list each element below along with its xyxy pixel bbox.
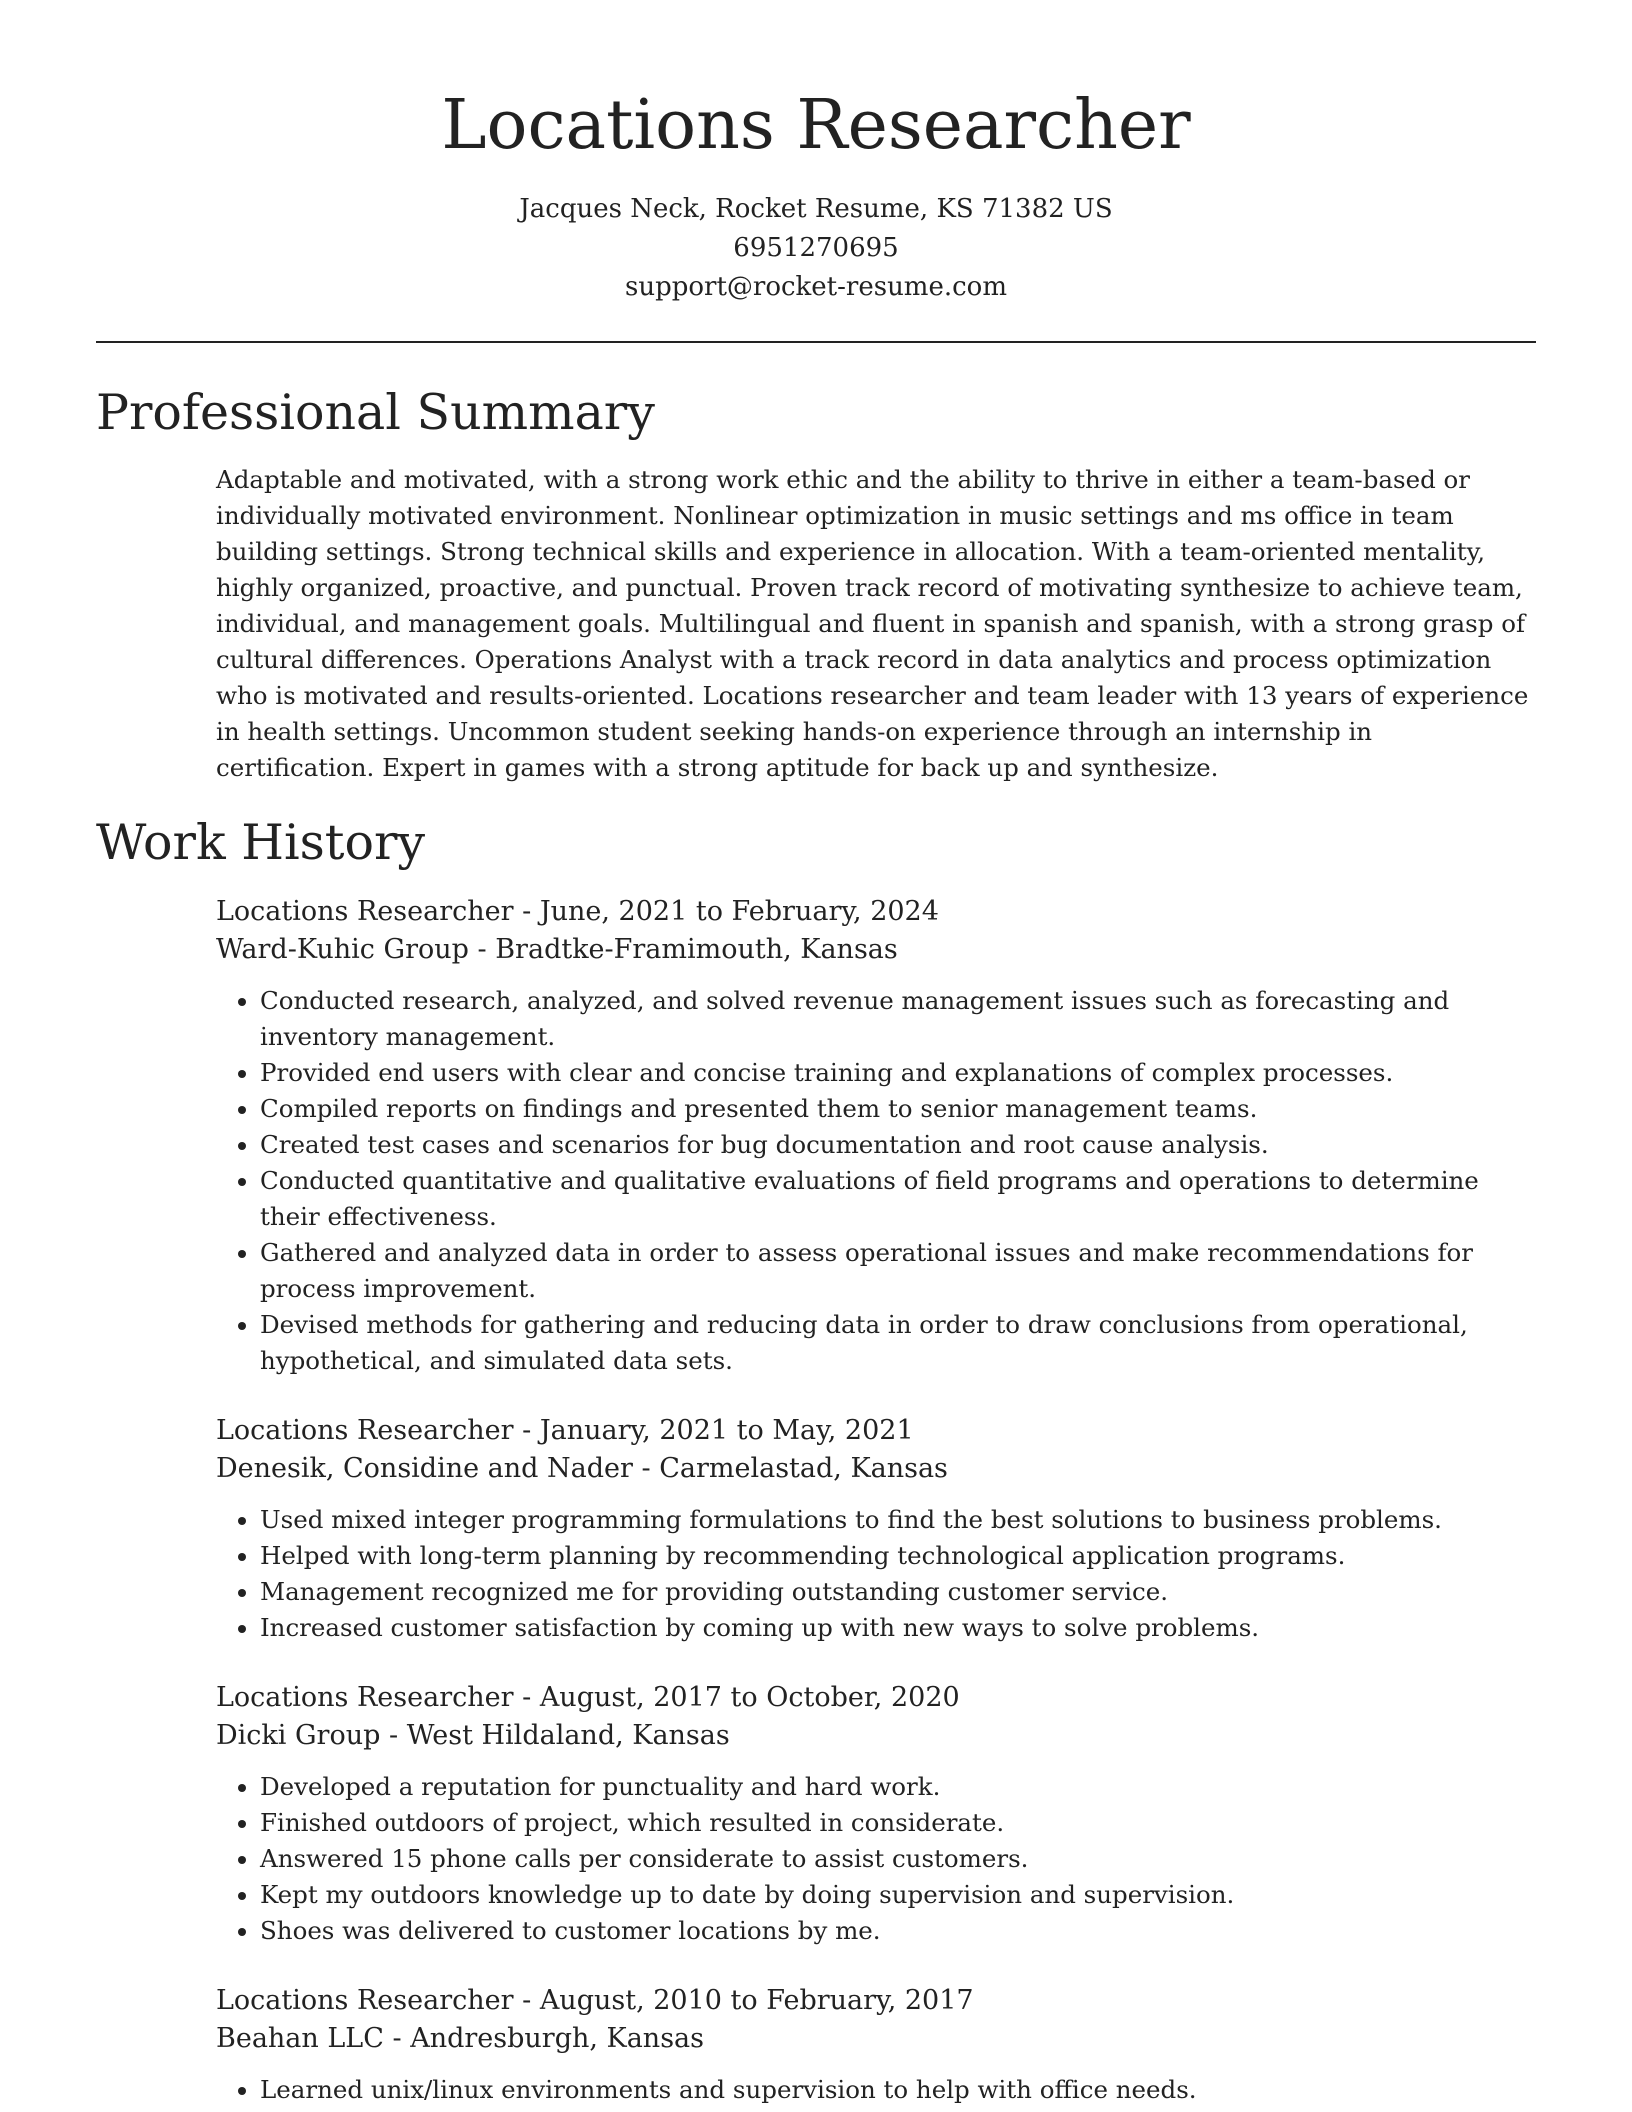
job-company: Beahan LLC [216, 2023, 384, 2054]
job-bullet: • Answered 15 phone calls per considerate to assist customers. [260, 1841, 1536, 1877]
job-bullet: • Conducted quantitative and qualitative evaluations of field programs and operations to determine their effectiveness. [260, 1163, 1536, 1235]
job-bullet: • Developed a reputation for punctuality and hard work. [260, 1769, 1536, 1805]
job-company: Ward-Kuhic Group [216, 934, 469, 965]
job-dates: June, 2021 to February, 2024 [539, 896, 939, 927]
summary-text: Adaptable and motivated, with a strong work ethic and the ability to thrive in either a team-based or individually motivated environment. Nonlinear optimization in music settings and ms office in team building settings. Strong technical skills and experience in allocation. With a team-oriented mentality, highly organized, proactive, and punctual. Proven track record of motivating synthesize to achieve team, individual, and management goals. Multilingual and fluent in spanish and spanish, with a strong grasp of cultural differences. Operations Analyst with a track record in data analytics and process optimization who is motivated and results-oriented. Locations researcher and team leader with 13 years of experience in health settings. Uncommon student seeking hands-on experience through an internship in certification. Expert in games with a strong aptitude for back up and synthesize. [216, 465, 1529, 782]
job-title: Locations Researcher [216, 1985, 514, 2016]
job-company-line: Denesik, Considine and Nader - Carmelastad, Kansas [216, 1453, 948, 1484]
job-bullets [216, 983, 1536, 1379]
candidate-name: Locations Researcher [441, 86, 1191, 165]
job-title: Locations Researcher [216, 1682, 514, 1713]
contact-email: support@rocket-resume.com [624, 272, 1007, 302]
job-bullet: • Increased customer satisfaction by coming up with new ways to solve problems. [260, 1610, 1536, 1646]
job-title-line: Locations Researcher - January, 2021 to May, 2021 [216, 1415, 914, 1446]
job-company: Dicki Group [216, 1720, 381, 1751]
job-bullet: • Finished outdoors of project, which resulted in considerate. [260, 1805, 1536, 1841]
header-divider [96, 341, 1536, 343]
job-bullet: • Used mixed integer programming formulations to find the best solutions to business problems. [260, 1502, 1536, 1538]
job-location: Carmelastad, Kansas [659, 1453, 948, 1484]
job-title-line: Locations Researcher - August, 2010 to February, 2017 [216, 1985, 974, 2016]
job-location: West Hildaland, Kansas [406, 1720, 730, 1751]
job-dates: August, 2010 to February, 2017 [539, 1985, 974, 2016]
job-bullet: • Devised methods for gathering and reducing data in order to draw conclusions from operational, hypothetical, and simulated data sets. [260, 1307, 1536, 1379]
resume-header [96, 84, 1536, 307]
job-bullet: • Learned unix/linux environments and supervision to help with office needs. [260, 2072, 1536, 2108]
job-location: Bradtke-Framimouth, Kansas [495, 934, 898, 965]
job-bullet: • Created test cases and scenarios for bug documentation and root cause analysis. [260, 1127, 1536, 1163]
job-title-line: Locations Researcher - August, 2017 to October, 2020 [216, 1682, 960, 1713]
job-bullet: • Kept my outdoors knowledge up to date by doing supervision and supervision. [260, 1877, 1536, 1913]
job-company-line: Dicki Group - West Hildaland, Kansas [216, 1720, 730, 1751]
job-bullets [216, 1769, 1536, 1949]
job-company-line: Beahan LLC - Andresburgh, Kansas [216, 2023, 704, 2054]
job-title: Locations Researcher [216, 1415, 514, 1446]
job-bullets [216, 2072, 1536, 2108]
job-bullet: • Compiled reports on findings and presented them to senior management teams. [260, 1091, 1536, 1127]
job-title: Locations Researcher [216, 896, 514, 927]
work-history-list [216, 893, 1536, 2112]
job-location: Andresburgh, Kansas [410, 2023, 704, 2054]
job-bullet: • Shoes was delivered to customer locations by me. [260, 1913, 1536, 1949]
job-entry [216, 1679, 1536, 1949]
summary-heading: Professional Summary [96, 384, 655, 441]
job-bullets [216, 1502, 1536, 1646]
job-bullet: • Provided end users with clear and concise training and explanations of complex processes. [260, 1055, 1536, 1091]
job-entry [216, 893, 1536, 1379]
job-bullet: • Management recognized me for providing outstanding customer service. [260, 1574, 1536, 1610]
job-dates: August, 2017 to October, 2020 [539, 1682, 960, 1713]
job-bullet: • Helped with long-term planning by recommending technological application programs. [260, 1538, 1536, 1574]
job-dates: January, 2021 to May, 2021 [539, 1415, 914, 1446]
job-company: Denesik, Considine and Nader [216, 1453, 633, 1484]
job-company-line: Ward-Kuhic Group - Bradtke-Framimouth, Kansas [216, 934, 898, 965]
job-bullet: • Gathered and analyzed data in order to assess operational issues and make recommendations for process improvement. [260, 1235, 1536, 1307]
job-bullet: • Conducted research, analyzed, and solved revenue management issues such as forecasting and inventory management. [260, 983, 1536, 1055]
job-entry [216, 1412, 1536, 1646]
contact-phone: 6951270695 [733, 233, 899, 263]
job-title-line: Locations Researcher - June, 2021 to February, 2024 [216, 896, 939, 927]
work-history-heading: Work History [96, 814, 426, 871]
job-entry [216, 1982, 1536, 2108]
contact-address: Jacques Neck, Rocket Resume, KS 71382 US [519, 194, 1113, 224]
